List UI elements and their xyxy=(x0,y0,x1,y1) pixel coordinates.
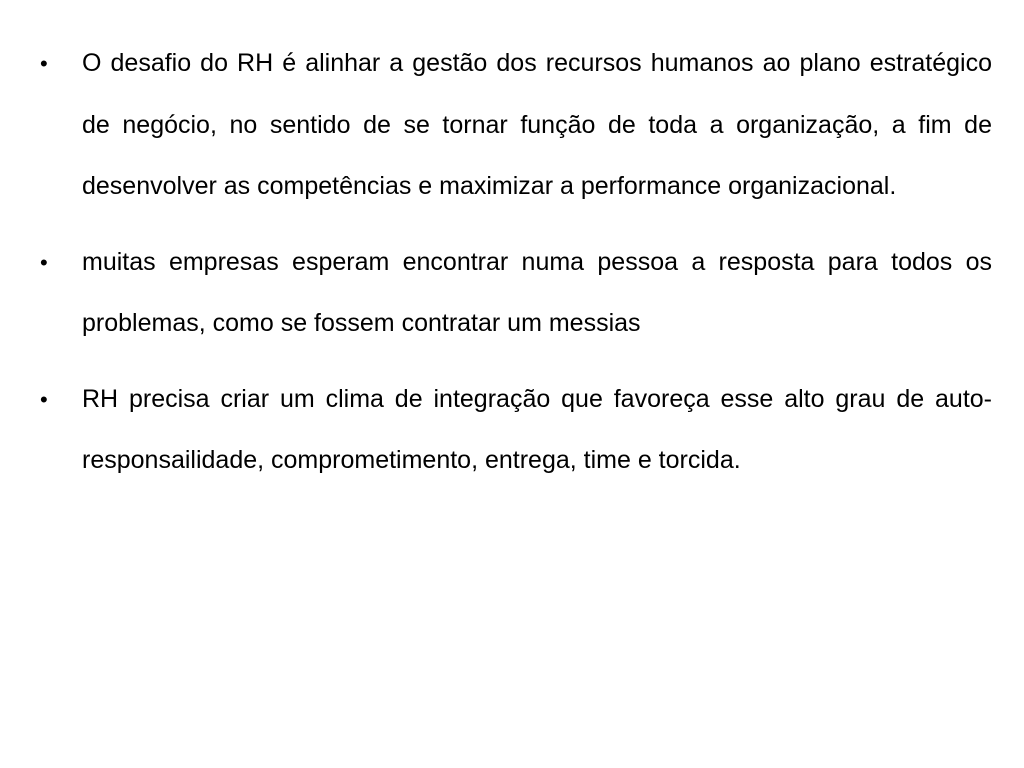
bullet-text-1: O desafio do RH é alinhar a gestão dos recursos humanos ao plano estratégico de negócio, no sentido de se tornar função de toda a organização, a fim de desenvolver as competências e maximizar a performance organizacional. xyxy=(82,49,992,200)
bullet-item-2 xyxy=(40,232,992,355)
bullet-icon: • xyxy=(40,386,48,412)
bullet-text-2: muitas empresas esperam encontrar numa pessoa a resposta para todos os problemas, como se fossem contratar um messias xyxy=(82,247,992,337)
bullet-icon: • xyxy=(40,51,48,76)
bullet-text-3: RH precisa criar um clima de integração que favoreça esse alto grau de auto-responsailidade, comprometimento, entrega, time e torcida. xyxy=(82,384,992,474)
bullet-icon: • xyxy=(40,249,48,275)
bullet-list xyxy=(40,33,992,506)
bullet-item-3 xyxy=(40,369,992,492)
bullet-item-1 xyxy=(40,33,992,218)
